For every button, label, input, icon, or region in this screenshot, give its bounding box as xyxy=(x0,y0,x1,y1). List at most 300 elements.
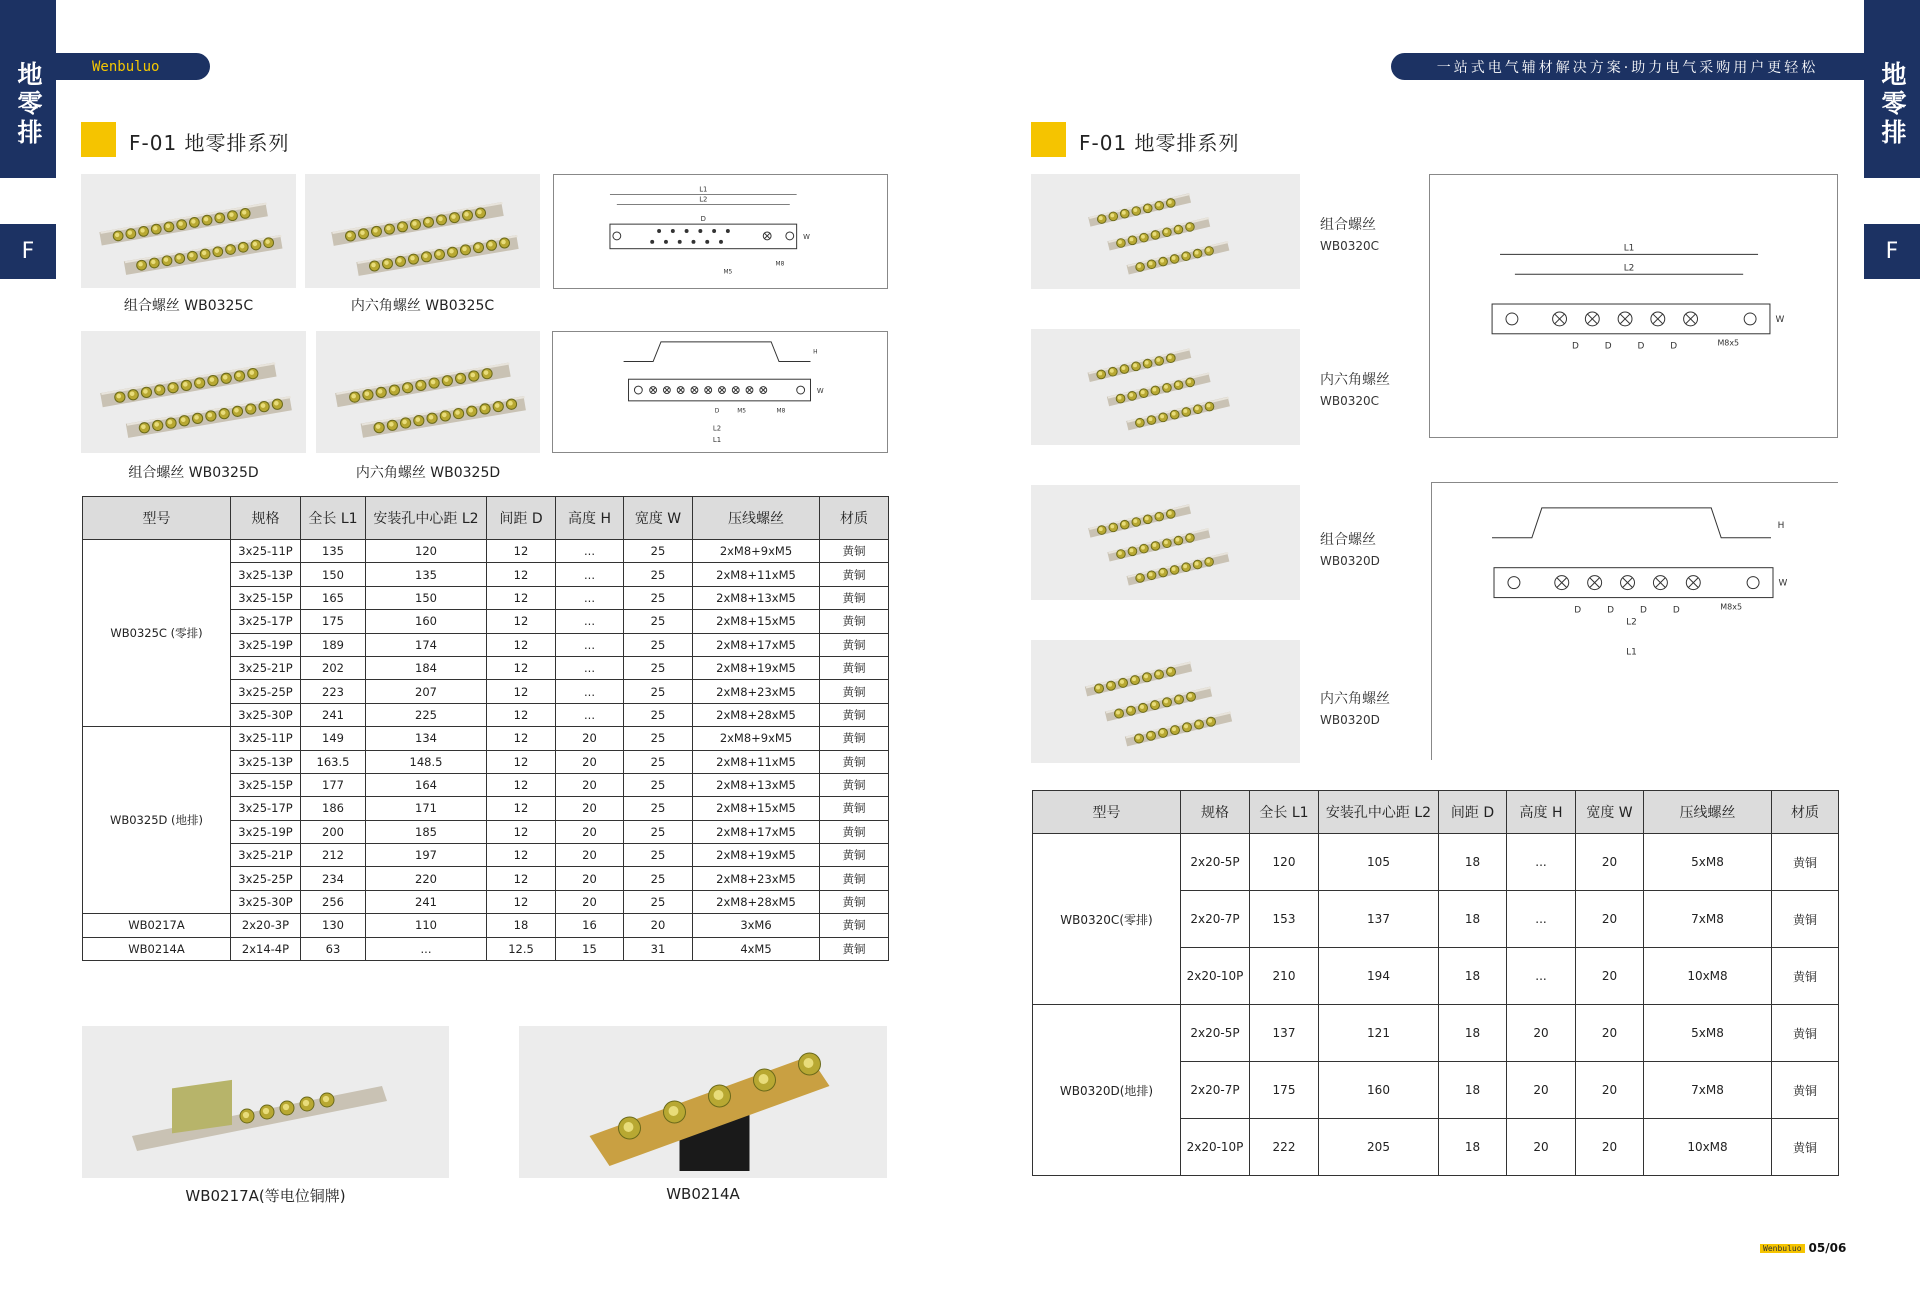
table-cell: 25 xyxy=(624,540,693,563)
table-cell: 18 xyxy=(1439,1005,1507,1062)
table-cell: 20 xyxy=(624,914,693,937)
product-name: 组合螺丝 xyxy=(1320,532,1376,548)
svg-text:D: D xyxy=(1572,341,1579,352)
svg-text:D: D xyxy=(714,408,720,415)
table-cell: 20 xyxy=(556,750,624,773)
left-section-tab xyxy=(0,0,56,178)
table-cell: 135 xyxy=(366,563,487,586)
right-section-tab xyxy=(1864,0,1920,178)
table-cell: 121 xyxy=(1319,1005,1439,1062)
column-header: 压线螺丝 xyxy=(693,497,820,540)
table-cell: 234 xyxy=(301,867,366,890)
photo-caption: 组合螺丝 WB0325D xyxy=(128,465,259,481)
table-cell: 5xM8 xyxy=(1644,834,1772,891)
table-cell: 20 xyxy=(1507,1062,1576,1119)
table-cell: 20 xyxy=(1576,948,1644,1005)
table-row xyxy=(83,727,889,750)
table-cell: 63 xyxy=(301,937,366,960)
table-cell: 16 xyxy=(556,914,624,937)
table-cell: 黄铜 xyxy=(820,610,889,633)
table-cell: 184 xyxy=(366,656,487,679)
table-cell: 205 xyxy=(1319,1119,1439,1176)
table-cell: ... xyxy=(556,633,624,656)
svg-text:H: H xyxy=(1777,520,1785,531)
product-label xyxy=(1320,530,1380,572)
product-illustration xyxy=(82,1026,449,1178)
page-number: 05/06 xyxy=(1808,1241,1847,1255)
table-cell: 25 xyxy=(624,820,693,843)
product-code: WB0320C xyxy=(1320,394,1380,408)
table-cell: 189 xyxy=(301,633,366,656)
table-cell: 20 xyxy=(556,820,624,843)
table-cell: 7xM8 xyxy=(1644,1062,1772,1119)
table-cell: 12 xyxy=(487,586,556,609)
table-header-row xyxy=(83,497,889,540)
table-cell: 2xM8+23xM5 xyxy=(693,867,820,890)
model-cell: WB0325D (地排) xyxy=(83,727,231,914)
page-title: F-01 地零排系列 xyxy=(129,131,290,155)
column-header: 材质 xyxy=(820,497,889,540)
spec-table-right xyxy=(1032,790,1839,1176)
table-cell: 黄铜 xyxy=(820,633,889,656)
svg-text:L2: L2 xyxy=(699,195,708,204)
table-cell: ... xyxy=(366,937,487,960)
table-cell: 3x25-21P xyxy=(231,844,301,867)
svg-text:L1: L1 xyxy=(699,185,708,194)
column-header: 型号 xyxy=(83,497,231,540)
table-cell: 25 xyxy=(624,797,693,820)
table-cell: 2xM8+28xM5 xyxy=(693,703,820,726)
svg-text:D: D xyxy=(1604,341,1612,352)
table-cell: 2x20-10P xyxy=(1181,948,1250,1005)
table-cell: 12 xyxy=(487,844,556,867)
table-cell: 12 xyxy=(487,727,556,750)
svg-text:D: D xyxy=(1672,605,1680,616)
table-cell: 2xM8+15xM5 xyxy=(693,797,820,820)
product-name: 组合螺丝 xyxy=(1320,217,1376,233)
product-illustration xyxy=(305,174,540,288)
svg-text:L1: L1 xyxy=(1626,647,1637,658)
dimension-diagram xyxy=(1429,174,1838,438)
product-illustration xyxy=(81,331,306,453)
table-cell: 25 xyxy=(624,633,693,656)
table-cell: 3x25-25P xyxy=(231,680,301,703)
table-cell: 110 xyxy=(366,914,487,937)
table-cell: 105 xyxy=(1319,834,1439,891)
table-cell: 3x25-30P xyxy=(231,703,301,726)
svg-text:W: W xyxy=(803,232,810,241)
product-illustration xyxy=(1031,329,1300,445)
table-cell: ... xyxy=(1507,834,1576,891)
table-cell: 222 xyxy=(1250,1119,1319,1176)
table-row xyxy=(1033,1005,1839,1062)
table-cell: 3x25-13P xyxy=(231,563,301,586)
model-cell: WB0320D(地排) xyxy=(1033,1005,1181,1176)
svg-text:M5: M5 xyxy=(737,408,747,415)
column-header: 间距 D xyxy=(487,497,556,540)
table-cell: 175 xyxy=(1250,1062,1319,1119)
table-cell: 25 xyxy=(624,703,693,726)
table-cell: 194 xyxy=(1319,948,1439,1005)
photo-caption: 组合螺丝 WB0325C xyxy=(123,298,254,314)
table-cell: 2xM8+17xM5 xyxy=(693,633,820,656)
table-cell: 15 xyxy=(556,937,624,960)
svg-text:L2: L2 xyxy=(1626,617,1637,628)
table-cell: 2xM8+19xM5 xyxy=(693,844,820,867)
table-cell: 黄铜 xyxy=(820,563,889,586)
svg-text:D: D xyxy=(1637,341,1645,352)
brand-pill: Wenbuluo xyxy=(56,53,210,80)
svg-text:M8: M8 xyxy=(775,261,785,268)
table-cell: 10xM8 xyxy=(1644,1119,1772,1176)
column-header: 全长 L1 xyxy=(301,497,366,540)
left-letter-tab: F xyxy=(0,224,56,279)
svg-text:W: W xyxy=(816,386,824,395)
svg-text:W: W xyxy=(1775,314,1785,325)
table-cell: 2xM8+23xM5 xyxy=(693,680,820,703)
photo-caption: WB0217A(等电位铜牌) xyxy=(185,1187,346,1205)
title-marker xyxy=(81,122,116,157)
table-cell: 223 xyxy=(301,680,366,703)
table-cell: 31 xyxy=(624,937,693,960)
technical-drawing xyxy=(1432,483,1838,760)
table-cell: 黄铜 xyxy=(820,773,889,796)
svg-text:L2: L2 xyxy=(712,424,722,433)
table-cell: 3x25-17P xyxy=(231,610,301,633)
table-cell: 3x25-13P xyxy=(231,750,301,773)
table-cell: 3x25-21P xyxy=(231,656,301,679)
table-cell: 163.5 xyxy=(301,750,366,773)
table-cell: 黄铜 xyxy=(820,750,889,773)
table-cell: 120 xyxy=(366,540,487,563)
svg-text:H: H xyxy=(813,349,818,356)
svg-text:M8: M8 xyxy=(776,408,786,415)
table-cell: 164 xyxy=(366,773,487,796)
table-cell: 25 xyxy=(624,680,693,703)
table-cell: 148.5 xyxy=(366,750,487,773)
table-cell: 150 xyxy=(301,563,366,586)
svg-text:M5: M5 xyxy=(723,269,733,276)
table-cell: 256 xyxy=(301,890,366,913)
table-cell: 黄铜 xyxy=(820,867,889,890)
product-label xyxy=(1320,370,1390,412)
table-cell: 2xM8+15xM5 xyxy=(693,610,820,633)
table-cell: 18 xyxy=(1439,1062,1507,1119)
product-label xyxy=(1320,215,1379,257)
table-cell: 2xM8+11xM5 xyxy=(693,750,820,773)
table-cell: 黄铜 xyxy=(820,656,889,679)
table-cell: 黄铜 xyxy=(820,890,889,913)
table-cell: 12 xyxy=(487,750,556,773)
product-name: 内六角螺丝 xyxy=(1320,691,1390,707)
table-cell: 25 xyxy=(624,610,693,633)
table-cell: 2xM8+9xM5 xyxy=(693,540,820,563)
table-cell: 12 xyxy=(487,773,556,796)
table-cell: 4xM5 xyxy=(693,937,820,960)
column-header: 全长 L1 xyxy=(1250,791,1319,834)
table-cell: 150 xyxy=(366,586,487,609)
column-header: 高度 H xyxy=(1507,791,1576,834)
column-header: 间距 D xyxy=(1439,791,1507,834)
table-cell: 20 xyxy=(1507,1119,1576,1176)
svg-text:D: D xyxy=(700,215,706,224)
technical-drawing xyxy=(554,175,887,288)
table-cell: 241 xyxy=(301,703,366,726)
product-photo xyxy=(1031,640,1300,763)
table-cell: 210 xyxy=(1250,948,1319,1005)
page-title: F-01 地零排系列 xyxy=(1079,131,1240,155)
table-cell: 3x25-19P xyxy=(231,820,301,843)
table-cell: 黄铜 xyxy=(820,586,889,609)
table-cell: 20 xyxy=(556,797,624,820)
table-cell: 120 xyxy=(1250,834,1319,891)
product-photo xyxy=(316,331,540,453)
column-header: 规格 xyxy=(231,497,301,540)
table-cell: 黄铜 xyxy=(1772,1005,1839,1062)
product-photo xyxy=(81,331,306,453)
table-cell: 134 xyxy=(366,727,487,750)
table-cell: 25 xyxy=(624,773,693,796)
column-header: 型号 xyxy=(1033,791,1181,834)
table-cell: 12 xyxy=(487,656,556,679)
table-cell: 12 xyxy=(487,563,556,586)
svg-text:D: D xyxy=(1574,605,1582,616)
column-header: 规格 xyxy=(1181,791,1250,834)
table-cell: 149 xyxy=(301,727,366,750)
table-cell: 2xM8+9xM5 xyxy=(693,727,820,750)
section-label: 地零排 xyxy=(14,60,43,148)
table-cell: 3x25-19P xyxy=(231,633,301,656)
product-illustration xyxy=(316,331,540,453)
table-cell: 153 xyxy=(1250,891,1319,948)
product-illustration xyxy=(81,174,296,288)
table-cell: ... xyxy=(556,703,624,726)
column-header: 压线螺丝 xyxy=(1644,791,1772,834)
table-cell: 225 xyxy=(366,703,487,726)
table-cell: 12 xyxy=(487,540,556,563)
table-cell: 197 xyxy=(366,844,487,867)
table-cell: 黄铜 xyxy=(1772,948,1839,1005)
table-cell: 25 xyxy=(624,750,693,773)
table-cell: 10xM8 xyxy=(1644,948,1772,1005)
table-cell: 2xM8+11xM5 xyxy=(693,563,820,586)
product-photo xyxy=(1031,485,1300,600)
table-cell: 18 xyxy=(1439,1119,1507,1176)
column-header: 安装孔中心距 L2 xyxy=(366,497,487,540)
table-cell: 20 xyxy=(556,867,624,890)
model-cell: WB0325C (零排) xyxy=(83,540,231,727)
table-cell: 12 xyxy=(487,610,556,633)
column-header: 宽度 W xyxy=(624,497,693,540)
table-cell: ... xyxy=(556,586,624,609)
svg-text:D: D xyxy=(1607,605,1615,616)
table-cell: 25 xyxy=(624,727,693,750)
svg-text:M8x5: M8x5 xyxy=(1717,338,1740,348)
table-cell: 202 xyxy=(301,656,366,679)
product-code: WB0320D xyxy=(1320,713,1380,727)
product-label xyxy=(1320,689,1390,731)
table-cell: 2x20-3P xyxy=(231,914,301,937)
table-cell: 160 xyxy=(366,610,487,633)
table-cell: ... xyxy=(1507,948,1576,1005)
table-cell: 2x20-5P xyxy=(1181,1005,1250,1062)
product-name: 内六角螺丝 xyxy=(1320,372,1390,388)
table-cell: 20 xyxy=(1576,891,1644,948)
table-cell: 12.5 xyxy=(487,937,556,960)
right-letter-tab: F xyxy=(1864,224,1920,279)
table-cell: 2x14-4P xyxy=(231,937,301,960)
table-row xyxy=(83,540,889,563)
table-cell: 2x20-5P xyxy=(1181,834,1250,891)
model-cell: WB0217A xyxy=(83,914,231,937)
table-cell: 黄铜 xyxy=(820,937,889,960)
table-cell: 3x25-15P xyxy=(231,586,301,609)
table-cell: 黄铜 xyxy=(820,727,889,750)
column-header: 材质 xyxy=(1772,791,1839,834)
table-cell: 20 xyxy=(1507,1005,1576,1062)
table-cell: 18 xyxy=(1439,834,1507,891)
table-cell: 12 xyxy=(487,820,556,843)
photo-caption: 内六角螺丝 WB0325D xyxy=(355,465,501,481)
table-cell: 25 xyxy=(624,844,693,867)
table-cell: 12 xyxy=(487,633,556,656)
table-cell: 12 xyxy=(487,890,556,913)
svg-text:L1: L1 xyxy=(712,436,722,445)
product-illustration xyxy=(1031,485,1300,600)
technical-drawing xyxy=(553,332,887,452)
table-cell: 20 xyxy=(1576,1062,1644,1119)
product-illustration xyxy=(519,1026,887,1178)
table-cell: 12 xyxy=(487,867,556,890)
table-cell: 黄铜 xyxy=(820,820,889,843)
svg-text:M8x5: M8x5 xyxy=(1720,602,1743,612)
table-cell: 207 xyxy=(366,680,487,703)
table-cell: 130 xyxy=(301,914,366,937)
table-cell: ... xyxy=(556,656,624,679)
table-row xyxy=(1033,834,1839,891)
table-cell: 160 xyxy=(1319,1062,1439,1119)
table-cell: ... xyxy=(556,563,624,586)
table-cell: 20 xyxy=(1576,1005,1644,1062)
table-cell: 175 xyxy=(301,610,366,633)
table-cell: 25 xyxy=(624,867,693,890)
table-cell: 2xM8+28xM5 xyxy=(693,890,820,913)
table-cell: 186 xyxy=(301,797,366,820)
product-photo xyxy=(1031,329,1300,445)
table-cell: 2xM8+13xM5 xyxy=(693,773,820,796)
table-cell: 20 xyxy=(1576,1119,1644,1176)
table-cell: 3x25-25P xyxy=(231,867,301,890)
table-cell: 212 xyxy=(301,844,366,867)
table-cell: 12 xyxy=(487,703,556,726)
table-cell: 137 xyxy=(1319,891,1439,948)
product-photo-wb0217a xyxy=(82,1026,449,1178)
model-cell: WB0320C(零排) xyxy=(1033,834,1181,1005)
dimension-diagram xyxy=(1431,482,1838,760)
svg-text:W: W xyxy=(1778,578,1788,589)
product-illustration xyxy=(1031,640,1300,763)
table-cell: ... xyxy=(556,610,624,633)
table-cell: 135 xyxy=(301,540,366,563)
table-cell: 2xM8+19xM5 xyxy=(693,656,820,679)
title-marker xyxy=(1031,122,1066,157)
footer xyxy=(1760,1241,1846,1255)
table-row xyxy=(83,937,889,960)
table-cell: 20 xyxy=(556,727,624,750)
svg-text:D: D xyxy=(1670,341,1678,352)
photo-caption: 内六角螺丝 WB0325C xyxy=(350,298,495,314)
table-cell: 20 xyxy=(556,844,624,867)
slogan-pill: 一站式电气辅材解决方案·助力电气采购用户更轻松 xyxy=(1391,53,1864,80)
photo-caption: WB0214A xyxy=(666,1185,740,1203)
table-cell: ... xyxy=(556,680,624,703)
table-row xyxy=(83,914,889,937)
table-cell: 黄铜 xyxy=(1772,1119,1839,1176)
table-cell: 185 xyxy=(366,820,487,843)
spec-table-left xyxy=(82,496,889,961)
column-header: 安装孔中心距 L2 xyxy=(1319,791,1439,834)
table-cell: 25 xyxy=(624,890,693,913)
table-cell: 18 xyxy=(487,914,556,937)
table-cell: 25 xyxy=(624,563,693,586)
table-cell: 黄铜 xyxy=(820,797,889,820)
table-cell: 165 xyxy=(301,586,366,609)
table-cell: 12 xyxy=(487,797,556,820)
table-cell: 黄铜 xyxy=(1772,1062,1839,1119)
table-cell: 20 xyxy=(556,773,624,796)
svg-text:D: D xyxy=(1640,605,1647,616)
product-photo xyxy=(1031,174,1300,289)
svg-text:L2: L2 xyxy=(1623,263,1635,274)
table-cell: 20 xyxy=(1576,834,1644,891)
product-photo xyxy=(81,174,296,288)
table-cell: 200 xyxy=(301,820,366,843)
column-header: 高度 H xyxy=(556,497,624,540)
table-cell: 3x25-11P xyxy=(231,540,301,563)
technical-drawing xyxy=(1430,175,1837,437)
product-photo-wb0214a xyxy=(519,1026,887,1178)
dimension-diagram xyxy=(553,174,888,289)
table-cell: 137 xyxy=(1250,1005,1319,1062)
table-cell: 2x20-10P xyxy=(1181,1119,1250,1176)
table-cell: 黄铜 xyxy=(1772,834,1839,891)
table-cell: 241 xyxy=(366,890,487,913)
table-cell: 18 xyxy=(1439,948,1507,1005)
table-cell: 174 xyxy=(366,633,487,656)
column-header: 宽度 W xyxy=(1576,791,1644,834)
footer-brand: Wenbuluo xyxy=(1760,1244,1805,1253)
table-cell: 5xM8 xyxy=(1644,1005,1772,1062)
table-cell: 3x25-15P xyxy=(231,773,301,796)
svg-text:L1: L1 xyxy=(1623,243,1635,254)
table-cell: 黄铜 xyxy=(820,703,889,726)
product-photo xyxy=(305,174,540,288)
table-cell: 25 xyxy=(624,656,693,679)
model-cell: WB0214A xyxy=(83,937,231,960)
table-cell: 2x20-7P xyxy=(1181,1062,1250,1119)
table-cell: 3xM6 xyxy=(693,914,820,937)
table-cell: 2xM8+13xM5 xyxy=(693,586,820,609)
table-cell: 20 xyxy=(556,890,624,913)
table-cell: 12 xyxy=(487,680,556,703)
table-cell: 18 xyxy=(1439,891,1507,948)
table-cell: 黄铜 xyxy=(820,914,889,937)
table-cell: 3x25-11P xyxy=(231,727,301,750)
table-cell: 2x20-7P xyxy=(1181,891,1250,948)
table-cell: 171 xyxy=(366,797,487,820)
table-cell: 220 xyxy=(366,867,487,890)
table-cell: 黄铜 xyxy=(1772,891,1839,948)
